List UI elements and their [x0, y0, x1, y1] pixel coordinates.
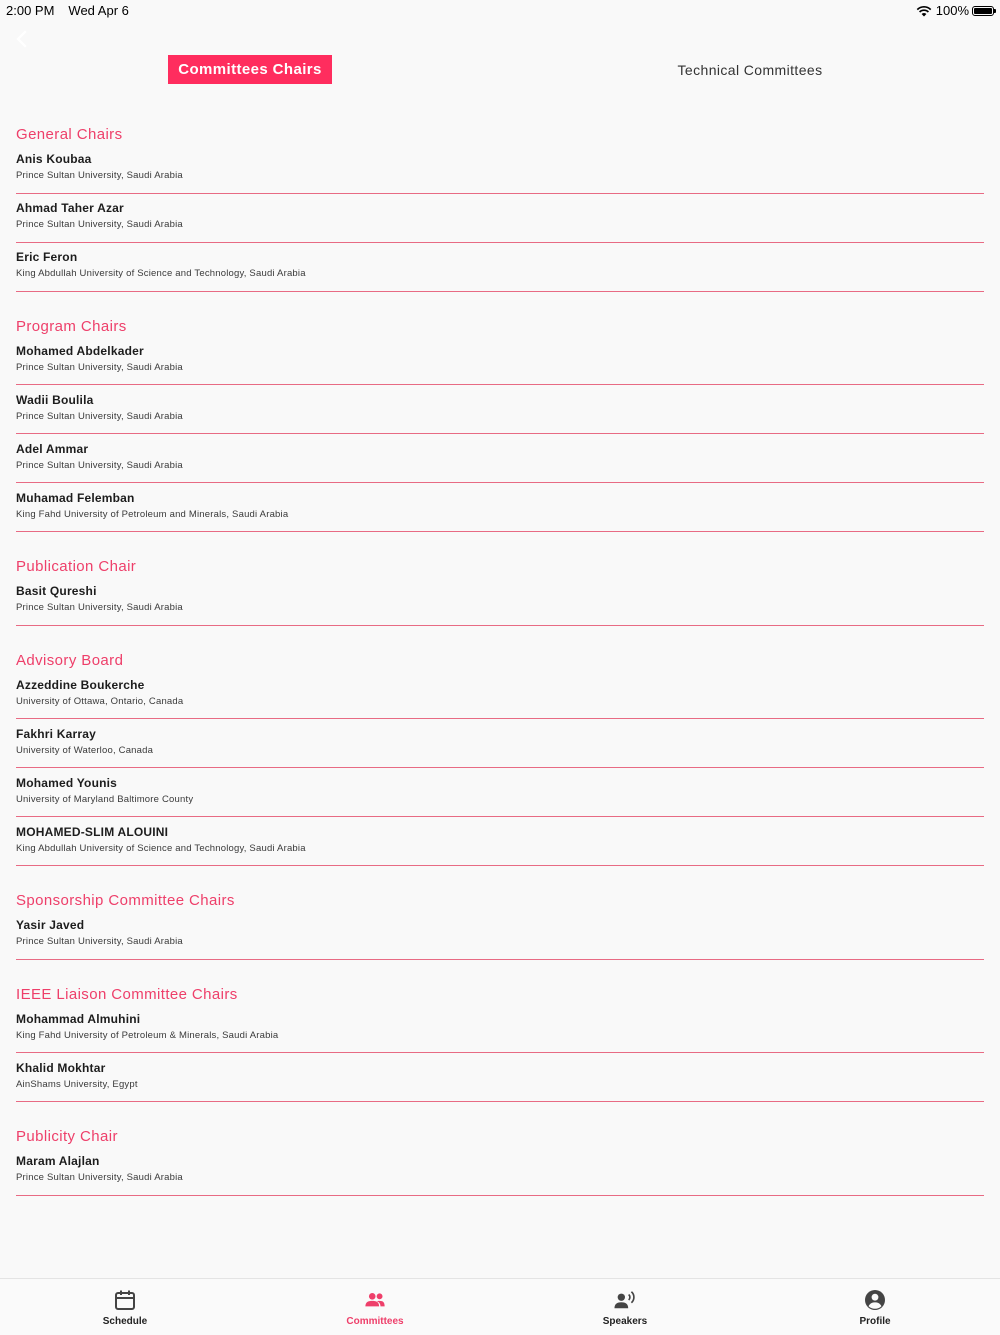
member-affiliation: King Abdullah University of Science and Technology, Saudi Arabia — [16, 842, 306, 854]
nav-committees[interactable] — [250, 1279, 500, 1335]
member-name: Muhamad Felemban — [16, 490, 135, 505]
member-affiliation: Prince Sultan University, Saudi Arabia — [16, 602, 183, 613]
member-row[interactable] — [16, 1053, 984, 1102]
member-name: Yasir Javed — [16, 918, 85, 932]
member-name: Maram Alajlan — [16, 1154, 100, 1168]
nav-label: Committees — [346, 1316, 404, 1327]
member-name: Mohammad Almuhini — [16, 1011, 141, 1026]
member-affiliation: King Fahd University of Petroleum & Minerals, Saudi Arabia — [16, 1029, 279, 1041]
member-affiliation: AinShams University, Egypt — [16, 1078, 138, 1090]
section-title: Program Chairs — [16, 317, 127, 335]
section-title: Advisory Board — [16, 651, 124, 669]
member-name: Eric Feron — [16, 250, 78, 264]
member-affiliation: University of Waterloo, Canada — [16, 744, 154, 756]
status-left — [6, 3, 143, 18]
speaker-icon — [614, 1289, 636, 1311]
member-row[interactable] — [16, 194, 984, 243]
member-name: Basit Qureshi — [16, 584, 97, 598]
battery-icon — [972, 6, 994, 16]
member-affiliation: Prince Sultan University, Saudi Arabia — [16, 936, 183, 947]
member-affiliation: Prince Sultan University, Saudi Arabia — [16, 361, 183, 373]
committee-section — [16, 883, 984, 960]
section-title: Sponsorship Committee Chairs — [16, 892, 235, 909]
member-name: Khalid Mokhtar — [16, 1060, 106, 1075]
member-affiliation: King Abdullah University of Science and Technology, Saudi Arabia — [16, 268, 306, 279]
member-row[interactable] — [16, 672, 984, 720]
nav-label: Schedule — [102, 1316, 148, 1327]
member-affiliation: Prince Sultan University, Saudi Arabia — [16, 170, 183, 181]
tab-technical-committees[interactable]: Technical Committees — [677, 62, 823, 78]
member-row[interactable] — [16, 146, 984, 194]
member-name: Wadii Boulila — [16, 392, 94, 407]
section-title: Publicity Chair — [16, 1128, 118, 1145]
member-row[interactable] — [16, 483, 984, 532]
member-row[interactable] — [16, 768, 984, 817]
committee-list — [16, 117, 984, 1213]
member-row[interactable] — [16, 243, 984, 292]
member-row[interactable] — [16, 1148, 984, 1196]
member-name: Fakhri Karray — [16, 726, 96, 741]
nav-speakers[interactable] — [500, 1279, 750, 1335]
section-title: General Chairs — [16, 126, 123, 143]
committee-section — [16, 309, 984, 533]
people-icon — [364, 1289, 386, 1311]
member-name: Ahmad Taher Azar — [16, 201, 124, 215]
committee-section — [16, 643, 984, 867]
member-affiliation: Prince Sultan University, Saudi Arabia — [16, 1172, 183, 1183]
tab-committees-chairs[interactable]: Committees Chairs — [168, 55, 332, 84]
wifi-icon — [916, 5, 932, 17]
calendar-icon — [114, 1289, 136, 1311]
nav-label: Profile — [859, 1316, 891, 1327]
bottom-nav — [0, 1278, 1000, 1335]
nav-label: Speakers — [602, 1316, 648, 1327]
nav-schedule[interactable] — [0, 1279, 250, 1335]
member-row[interactable] — [16, 434, 984, 483]
back-chevron-icon[interactable] — [14, 30, 30, 48]
member-row[interactable] — [16, 719, 984, 768]
committee-section — [16, 1119, 984, 1196]
profile-icon — [864, 1289, 886, 1311]
member-name: Adel Ammar — [16, 441, 89, 456]
status-date: Wed Apr 6 — [68, 3, 129, 18]
member-affiliation: University of Ottawa, Ontario, Canada — [16, 695, 184, 707]
section-title: IEEE Liaison Committee Chairs — [16, 985, 238, 1003]
committee-section — [16, 977, 984, 1103]
member-row[interactable] — [16, 385, 984, 434]
member-affiliation: Prince Sultan University, Saudi Arabia — [16, 410, 183, 422]
battery-percent: 100% — [935, 3, 969, 18]
member-affiliation: Prince Sultan University, Saudi Arabia — [16, 459, 183, 471]
member-affiliation: University of Maryland Baltimore County — [16, 793, 194, 805]
member-row[interactable] — [16, 817, 984, 866]
member-name: Anis Koubaa — [16, 152, 92, 166]
member-name: Azzeddine Boukerche — [16, 677, 145, 692]
member-row[interactable] — [16, 338, 984, 386]
member-affiliation: King Fahd University of Petroleum and Minerals, Saudi Arabia — [16, 508, 289, 520]
committee-section — [16, 549, 984, 626]
member-name: Mohamed Abdelkader — [16, 343, 144, 358]
member-row[interactable] — [16, 1006, 984, 1054]
section-title: Publication Chair — [16, 558, 137, 575]
member-name: MOHAMED-SLIM ALOUINI — [16, 824, 169, 839]
nav-profile[interactable] — [750, 1279, 1000, 1335]
committee-section — [16, 117, 984, 292]
member-row[interactable] — [16, 912, 984, 960]
member-name: Mohamed Younis — [16, 775, 118, 790]
member-affiliation: Prince Sultan University, Saudi Arabia — [16, 219, 183, 230]
member-row[interactable] — [16, 578, 984, 626]
status-bar — [0, 0, 1000, 20]
status-time: 2:00 PM — [6, 3, 55, 18]
status-right — [916, 3, 994, 18]
